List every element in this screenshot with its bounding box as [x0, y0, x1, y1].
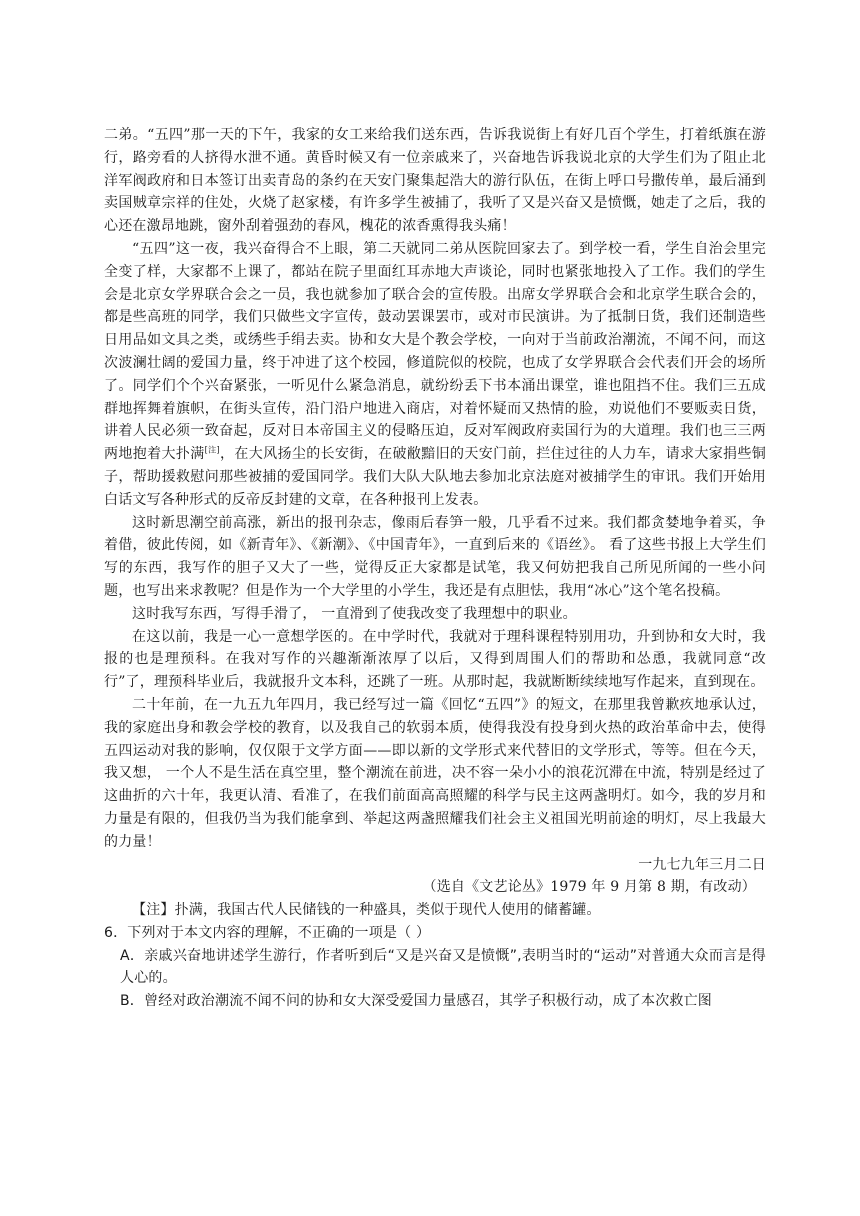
article-paragraph-1: 二弟。“五四”那一天的下午，我家的女工来给我们送东西，告诉我说街上有好几百个学生，打着纸旗在游行，路旁看的人挤得水泄不通。黄昏时候又有一位亲戚来了，兴奋地告诉我说北京的大学生们为了阻止北洋军阀政府和日本签订出卖青岛的条约在天安门聚集起浩大的游行队伍，在街上呼口号撒传单，最后涌到卖国贼章宗祥的住处，火烧了赵家楼，有许多学生被捕了，我听了又是兴奋又是愤慨，她走了之后，我的心还在激昂地跳，窗外刮着强劲的春风，槐花的浓香熏得我头痛！ — [104, 127, 766, 235]
article-date: 一九七九年三月二日 — [638, 856, 766, 873]
article-paragraph-2-part-2: ，在大风扬尘的长安街，在破敝黯旧的天安门前，拦住过往的人力车，请求大家捐些铜子，帮助援救慰问那些被捕的爱国同学。我们大队大队地去参加北京法庭对被捕学生的审讯。我们开始用白话文写各种形式的反帝反封建的文章，在各种报刊上发表。 — [104, 446, 767, 508]
question-option-a: A．亲戚兴奋地讲述学生游行，作者听到后“又是兴奋又是愤慨”,表明当时的“运动”对普通大众而言是得人心的。 — [120, 947, 766, 987]
article-paragraph-2-part-1: “五四”这一夜，我兴奋得合不上眼，第二天就同二弟从医院回家去了。到学校一看，学生自治会里完全变了样，大家都不上课了，都站在院子里面红耳赤地大声谈论，同时也紧张地投入了工作。我们的学生会是北京女学界联合会之一员，我也就参加了联合会的宣传股。出席女学界联合会和北京学生联合会的，都是些高班的同学，我们只做些文字宣传，鼓动罢课罢市，或对市民演讲。为了抵制日货，我们还制造些日用品如文具之类，或绣些手绢去卖。协和女大是个教会学校，一向对于当前政治潮流，不闻不问，而这次波澜壮阔的爱国力量，终于冲进了这个校园，修道院似的校院，也成了女学界联合会代表们开会的场所了。同学们个个兴奋紧张，一听见什么紧急消息，就纷纷丢下书本涌出课堂，谁也阻挡不住。我们三五成群地挥舞着旗帜，在街头宣传，沿门沿户地进入商店，对着怀疑而又热情的脸，劝说他们不要贩卖日货，讲着人民必须一致奋起，反对日本帝国主义的侵略压迫，反对军阀政府卖国行为的大道理。我们也三三两两地抱着大扑满 — [104, 240, 766, 463]
article-paragraph-6: 二十年前，在一九五九年四月，我已经写过一篇《回忆“五四”》的短文，在那里我曾歉疚地承认过，我的家庭出身和教会学校的教育，以及我自己的软弱本质，使得我没有投身到火热的政治革命中去，使得五四运动对我的影响，仅仅限于文学方面——即以新的文学形式来代替旧的文学形式，等等。但在今天，我又想， 一个人不是生活在真空里，整个潮流在前进，决不容一朵小小的浪花沉滞在中流，特别是经过了这曲折的六十年，我更认清、看准了，在我们前面高高照耀的科学与民主这两盏明灯。如今，我的岁月和力量是有限的，但我仍当为我们能拿到、举起这两盏照耀我们社会主义祖国光明前途的明灯，尽上我最大的力量！ — [104, 696, 766, 850]
footnote-marker: [注] — [204, 445, 220, 455]
article-paragraph-5: 在这以前，我是一心一意想学医的。在中学时代，我就对于理科课程特别用功，升到协和女大时，我报的也是理预科。在我对写作的兴趣渐渐浓厚了以后，又得到周围人们的帮助和怂恿，我就同意“改行”了，理预科毕业后，我就报升文本科，还跳了一班。从那时起，我就断断续续地写作起来，直到现在。 — [104, 628, 766, 691]
question-option-b: B．曾经对政治潮流不闻不问的协和女大深受爱国力量感召，其学子积极行动，成了本次救亡图 — [120, 993, 713, 1010]
document-page — [104, 124, 766, 1013]
article-paragraph-3: 这时新思潮空前高涨，新出的报刊杂志，像雨后春笋一般，几乎看不过来。我们都贪婪地争着买，争着借，彼此传阅，如《新青年》、《新潮》、《中国青年》，一直到后来的《语丝》。 看了这些书报上大学生们写的东西，我写作的胆子又大了一些，觉得反正大家都是试笔，我又何妨把我自己所见所闻的一些小问题，也写出来求教呢？但是作为一个大学里的小学生，我还是有点胆怯，我用“冰心”这个笔名投稿。 — [104, 514, 766, 599]
footnote-text: 扑满，我国古代人民储钱的一种盛具，类似于现代人使用的储蓄罐。 — [174, 902, 601, 919]
article-source: （选自《文艺论丛》1979 年 9 月第 8 期，有改动） — [422, 879, 756, 896]
footnote-label: 【注】 — [132, 902, 175, 919]
article-paragraph-4: 这时我写东西，写得手滑了， 一直滑到了使我改变了我理想中的职业。 — [132, 605, 577, 622]
footnote — [104, 899, 766, 922]
article-paragraph-2 — [104, 238, 766, 512]
question-stem: 6．下列对于本文内容的理解，不正确的一项是（ ） — [104, 924, 431, 941]
